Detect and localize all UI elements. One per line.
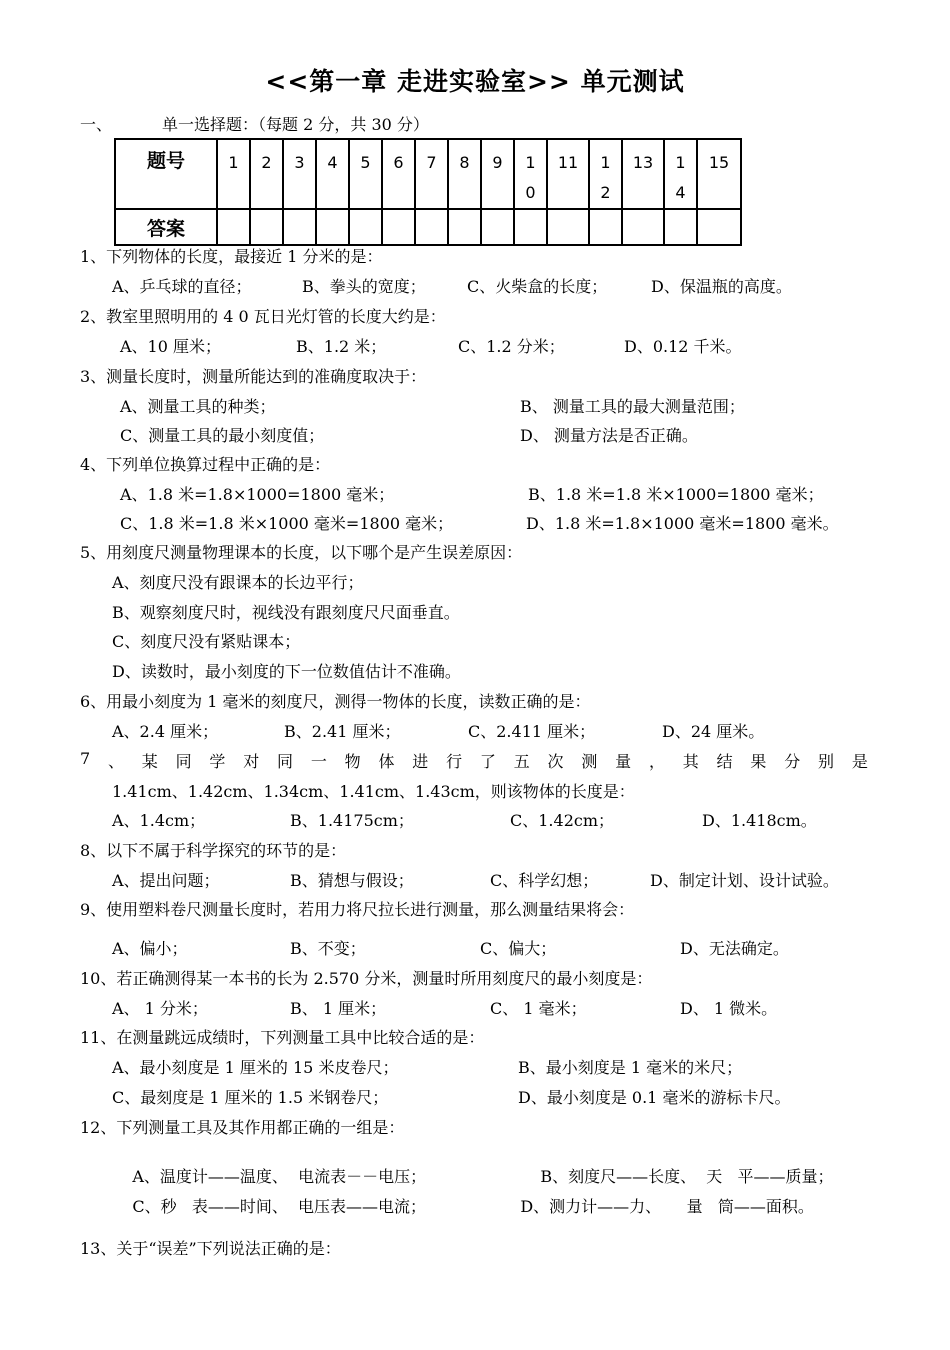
option-d: D、 1 微米。 bbox=[680, 999, 778, 1018]
option-b: B、最小刻度是 1 毫米的米尺； bbox=[518, 1058, 743, 1077]
option-a: A、最小刻度是 1 厘米的 15 米皮卷尺； bbox=[112, 1058, 399, 1077]
answer-cell[interactable] bbox=[217, 209, 250, 245]
answer-table bbox=[114, 138, 742, 246]
answer-cell[interactable] bbox=[415, 209, 448, 245]
question-number-cell: 6 bbox=[382, 139, 415, 209]
option-d: D、读数时，最小刻度的下一位数值估计不准确。 bbox=[112, 662, 461, 681]
option-a: A、温度计——温度、 电流表－－电压； bbox=[132, 1167, 427, 1186]
question-11-stem: 11、在测量跳远成绩时，下列测量工具中比较合适的是： bbox=[80, 1028, 485, 1047]
option-d: D、测力计——力、 量 筒——面积。 bbox=[520, 1197, 814, 1216]
question-number-cell: 9 bbox=[481, 139, 514, 209]
answer-cell[interactable] bbox=[316, 209, 349, 245]
option-d: D、无法确定。 bbox=[680, 939, 789, 958]
option-c: C、刻度尺没有紧贴课本； bbox=[112, 632, 301, 651]
answer-cell[interactable] bbox=[481, 209, 514, 245]
option-c: C、偏大； bbox=[480, 939, 557, 958]
option-b: B、不变； bbox=[290, 939, 366, 958]
option-b: B、 测量工具的最大测量范围； bbox=[520, 397, 745, 416]
option-a: A、测量工具的种类； bbox=[120, 397, 276, 416]
option-a: A、偏小； bbox=[112, 939, 188, 958]
section-heading bbox=[80, 112, 429, 135]
question-8-options bbox=[112, 868, 839, 891]
question-number-cell: 5 bbox=[349, 139, 382, 209]
question-number-cell: 11 bbox=[547, 139, 589, 209]
section-number: 一、 bbox=[80, 115, 113, 134]
option-b: B、1.4175cm； bbox=[290, 811, 414, 830]
question-8-stem: 8、以下不属于科学探究的环节的是： bbox=[80, 841, 347, 860]
option-c: C、1.8 米=1.8 米×1000 毫米=1800 毫米； bbox=[120, 514, 454, 533]
question-number-cell: 8 bbox=[448, 139, 481, 209]
question-4-options-ab bbox=[120, 482, 824, 505]
answer-cell[interactable] bbox=[382, 209, 415, 245]
question-number-cell: 4 bbox=[316, 139, 349, 209]
option-a: A、1.4cm； bbox=[112, 811, 206, 830]
option-c: C、测量工具的最小刻度值； bbox=[120, 426, 325, 445]
question-5-stem: 5、用刻度尺测量物理课本的长度，以下哪个是产生误差原因： bbox=[80, 543, 523, 562]
question-7-options bbox=[112, 808, 817, 831]
option-d: D、保温瓶的高度。 bbox=[651, 277, 792, 296]
option-d: D、 测量方法是否正确。 bbox=[520, 426, 698, 445]
question-9-stem: 9、使用塑料卷尺测量长度时，若用力将尺拉长进行测量，那么测量结果将会： bbox=[80, 900, 635, 919]
answer-cell[interactable] bbox=[514, 209, 547, 245]
option-c: C、秒 表——时间、 电压表——电流； bbox=[132, 1197, 427, 1216]
option-a: A、提出问题； bbox=[112, 871, 220, 890]
page-title: <<第一章 走进实验室>> 单元测试 bbox=[265, 67, 685, 96]
option-b: B、猜想与假设； bbox=[290, 871, 414, 890]
answer-table-number-row bbox=[115, 139, 741, 209]
option-c: C、 1 毫米； bbox=[490, 999, 587, 1018]
question-12-stem: 12、下列测量工具及其作用都正确的一组是： bbox=[80, 1118, 405, 1137]
question-6-stem: 6、用最小刻度为 1 毫米的刻度尺，测得一物体的长度，读数正确的是： bbox=[80, 692, 591, 711]
question-11-options-ab bbox=[112, 1055, 742, 1078]
option-a: A、刻度尺没有跟课本的长边平行； bbox=[112, 573, 364, 592]
option-d: D、1.418cm。 bbox=[702, 811, 817, 830]
answer-cell[interactable] bbox=[697, 209, 741, 245]
question-12-options-cd bbox=[112, 1175, 814, 1236]
option-d: D、1.8 米=1.8×1000 毫米=1800 毫米。 bbox=[526, 514, 839, 533]
question-13-stem: 13、关于“误差”下列说法正确的是： bbox=[80, 1239, 341, 1258]
question-3-stem: 3、测量长度时，测量所能达到的准确度取决于： bbox=[80, 367, 427, 386]
question-4-options-cd bbox=[120, 511, 839, 534]
option-a: A、 1 分米； bbox=[112, 999, 208, 1018]
option-c: C、2.411 厘米； bbox=[468, 722, 596, 741]
option-b: B、1.8 米=1.8 米×1000=1800 毫米； bbox=[528, 485, 824, 504]
question-2-options bbox=[120, 334, 742, 357]
option-c: C、最刻度是 1 厘米的 1.5 米钢卷尺； bbox=[112, 1088, 389, 1107]
option-d: D、24 厘米。 bbox=[662, 722, 765, 741]
question-number-cell: 3 bbox=[283, 139, 316, 209]
option-b: B、刻度尺——长度、 天 平——质量； bbox=[540, 1167, 834, 1186]
question-number-cell: 13 bbox=[622, 139, 664, 209]
answer-header: 答案 bbox=[115, 209, 217, 245]
answer-table-answer-row bbox=[115, 209, 741, 245]
answer-cell[interactable] bbox=[448, 209, 481, 245]
question-number-cell: 15 bbox=[697, 139, 741, 209]
question-11-options-cd bbox=[112, 1085, 790, 1108]
option-d: D、最小刻度是 0.1 毫米的游标卡尺。 bbox=[518, 1088, 791, 1107]
question-number-cell: 1 0 bbox=[514, 139, 547, 209]
section-label: 单一选择题：（每题 2 分，共 30 分） bbox=[162, 115, 429, 134]
answer-cell[interactable] bbox=[250, 209, 283, 245]
answer-cell[interactable] bbox=[622, 209, 664, 245]
option-a: A、乒乓球的直径； bbox=[112, 277, 252, 296]
question-7-stem: 7 、 某 同 学 对 同 一 物 体 进 行 了 五 次 测 量 ， 其 结 果 分 别 是 bbox=[80, 749, 868, 771]
question-4-stem: 4、下列单位换算过程中正确的是： bbox=[80, 455, 331, 474]
question-number-header: 题号 bbox=[115, 139, 217, 209]
question-1-options bbox=[112, 274, 792, 297]
option-b: B、2.41 厘米； bbox=[284, 722, 401, 741]
question-number-cell: 1 2 bbox=[589, 139, 622, 209]
answer-cell[interactable] bbox=[589, 209, 622, 245]
question-7-stem-continued: 1.41cm、1.42cm、1.34cm、1.41cm、1.43cm，则该物体的长度是： bbox=[112, 782, 635, 801]
option-a: A、2.4 厘米； bbox=[112, 722, 219, 741]
option-c: C、火柴盒的长度； bbox=[467, 277, 608, 296]
option-b: B、1.2 米； bbox=[296, 337, 387, 356]
question-1-stem: 1、下列物体的长度，最接近 1 分米的是： bbox=[80, 247, 383, 266]
option-d: D、制定计划、设计试验。 bbox=[650, 871, 839, 890]
option-c: C、科学幻想； bbox=[490, 871, 599, 890]
option-b: B、拳头的宽度； bbox=[302, 277, 426, 296]
question-number-cell: 1 bbox=[217, 139, 250, 209]
answer-cell[interactable] bbox=[283, 209, 316, 245]
answer-cell[interactable] bbox=[664, 209, 697, 245]
option-d: D、0.12 千米。 bbox=[624, 337, 742, 356]
question-2-stem: 2、教室里照明用的 4 0 瓦日光灯管的长度大约是： bbox=[80, 307, 446, 326]
answer-cell[interactable] bbox=[547, 209, 589, 245]
question-3-options-ab bbox=[120, 394, 745, 417]
question-number-cell: 7 bbox=[415, 139, 448, 209]
question-9-options bbox=[112, 936, 789, 959]
question-10-options bbox=[112, 996, 777, 1019]
option-c: C、1.2 分米； bbox=[458, 337, 565, 356]
question-10-stem: 10、若正确测得某一本书的长为 2.570 分米，测量时所用刻度尺的最小刻度是： bbox=[80, 969, 653, 988]
question-number-cell: 2 bbox=[250, 139, 283, 209]
answer-cell[interactable] bbox=[349, 209, 382, 245]
question-number-cell: 1 4 bbox=[664, 139, 697, 209]
question-6-options bbox=[112, 719, 764, 742]
option-b: B、观察刻度尺时，视线没有跟刻度尺尺面垂直。 bbox=[112, 603, 460, 622]
option-a: A、10 厘米； bbox=[120, 337, 222, 356]
option-a: A、1.8 米=1.8×1000=1800 毫米； bbox=[120, 485, 395, 504]
question-3-options-cd bbox=[120, 423, 698, 446]
option-b: B、 1 厘米； bbox=[290, 999, 387, 1018]
option-c: C、1.42cm； bbox=[510, 811, 615, 830]
